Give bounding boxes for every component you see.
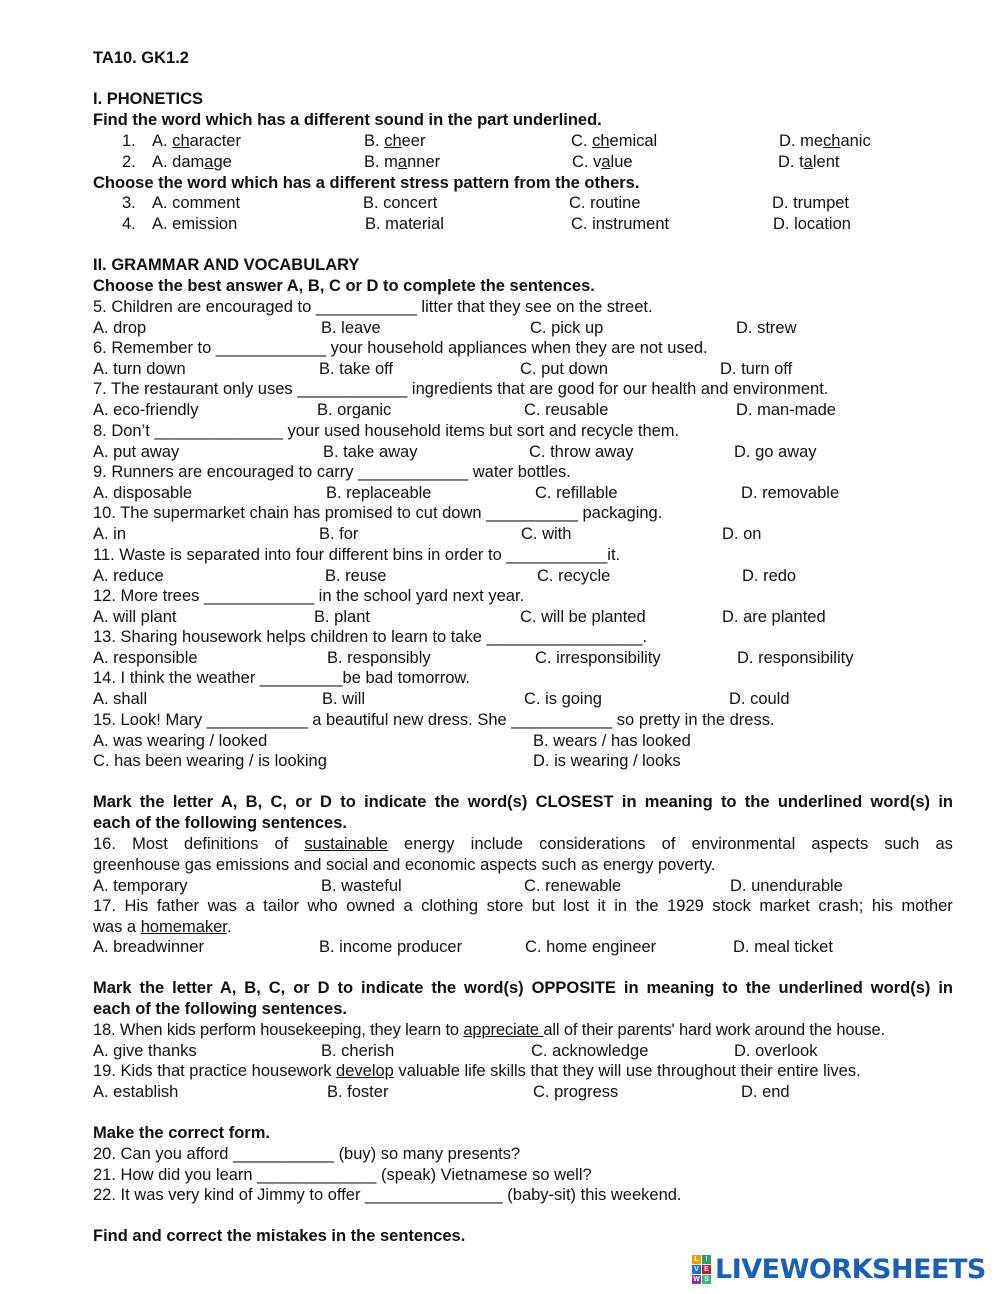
option-d: D. mechanic <box>779 132 871 150</box>
option-c: C. is going <box>524 690 602 708</box>
option-c: C. throw away <box>529 443 634 461</box>
option-c: C. pick up <box>530 319 604 337</box>
liveworksheets-logo <box>692 1254 986 1284</box>
option-a: A. reduce <box>93 567 164 585</box>
question-7: 7. The restaurant only uses ____________ ingredients that are good for our health and environment. <box>93 380 829 398</box>
option-d: D. man-made <box>736 401 836 419</box>
question-8: 8. Don’t ______________ your used household items but sort and recycle them. <box>93 422 680 440</box>
question-17: 17. His father was a tailor who owned a clothing store but lost it in the 1929 stock market crash; his mother <box>93 897 953 915</box>
option-b: B. will <box>322 690 366 708</box>
option-a: A. will plant <box>93 608 177 626</box>
question-number: 3. <box>122 194 136 212</box>
question-9: 9. Runners are encouraged to carry ____________ water bottles. <box>93 463 571 481</box>
option-d: D. unendurable <box>730 877 843 895</box>
question-20: 20. Can you afford ___________ (buy) so many presents? <box>93 1145 521 1163</box>
question-12: 12. More trees ____________ in the school yard next year. <box>93 587 525 605</box>
option-a: A. comment <box>152 194 241 212</box>
option-a: A. was wearing / looked <box>93 732 268 750</box>
option-d: D. location <box>773 215 851 233</box>
option-b: B. cherish <box>321 1042 395 1060</box>
option-c: C. home engineer <box>525 938 657 956</box>
question-18: 18. When kids perform housekeeping, they learn to appreciate all of their parents' hard work around the house. <box>93 1021 885 1039</box>
underlined-word: develop <box>336 1062 394 1080</box>
option-d: D. go away <box>734 443 817 461</box>
underlined-word: homemaker <box>140 918 227 936</box>
question-16-cont: greenhouse gas emissions and social and economic aspects such as energy poverty. <box>93 856 716 874</box>
option-b: B. wears / has looked <box>533 732 691 750</box>
option-d: D. overlook <box>734 1042 818 1060</box>
option-d: D. could <box>729 690 790 708</box>
option-b: B. leave <box>321 319 381 337</box>
underlined-word: appreciate <box>463 1021 544 1039</box>
option-c: C. renewable <box>524 877 622 895</box>
option-b: B. wasteful <box>321 877 402 895</box>
option-b: B. take off <box>319 360 393 378</box>
option-a: A. eco-friendly <box>93 401 199 419</box>
option-d: D. meal ticket <box>733 938 833 956</box>
option-a: A. shall <box>93 690 148 708</box>
question-number: 2. <box>122 153 136 171</box>
question-number: 4. <box>122 215 136 233</box>
option-c: C. with <box>521 525 572 543</box>
option-c: C. will be planted <box>520 608 646 626</box>
option-b: B. manner <box>364 153 441 171</box>
option-b: B. income producer <box>319 938 463 956</box>
option-c: C. acknowledge <box>531 1042 649 1060</box>
instruction-closest: Mark the letter A, B, C, or D to indicate the word(s) CLOSEST in meaning to the underlined word(s) in <box>93 793 953 811</box>
instruction-opposite: Mark the letter A, B, C, or D to indicate the word(s) OPPOSITE in meaning to the underlined word(s) in <box>93 979 953 997</box>
question-16: 16. Most definitions of sustainable energy include considerations of environmental aspects such as <box>93 835 953 853</box>
option-a: A. put away <box>93 443 180 461</box>
question-5: 5. Children are encouraged to ___________ litter that they see on the street. <box>93 298 653 316</box>
option-c: C. has been wearing / is looking <box>93 752 327 770</box>
option-a: A. responsible <box>93 649 198 667</box>
option-b: B. material <box>365 215 444 233</box>
instruction-best-answer: Choose the best answer A, B, C or D to complete the sentences. <box>93 277 595 295</box>
option-c: C. put down <box>520 360 609 378</box>
question-17-cont: was a homemaker. <box>93 918 232 936</box>
option-d: D. strew <box>736 319 797 337</box>
option-a: A. turn down <box>93 360 186 378</box>
option-d: D. trumpet <box>772 194 850 212</box>
option-c: C. reusable <box>524 401 609 419</box>
option-a: A. give thanks <box>93 1042 197 1060</box>
option-d: D. talent <box>778 153 840 171</box>
option-c: C. chemical <box>571 132 658 150</box>
option-d: D. is wearing / looks <box>533 752 681 770</box>
question-21: 21. How did you learn _____________ (speak) Vietnamese so well? <box>93 1166 592 1184</box>
question-number: 1. <box>122 132 136 150</box>
option-b: B. plant <box>314 608 370 626</box>
option-a: A. in <box>93 525 127 543</box>
section-heading-correct-form: Make the correct form. <box>93 1124 270 1142</box>
option-d: D. end <box>741 1083 790 1101</box>
option-d: D. redo <box>742 567 797 585</box>
option-b: B. responsibly <box>327 649 431 667</box>
question-11: 11. Waste is separated into four different bins in order to ___________it. <box>93 546 621 564</box>
option-a: A. disposable <box>93 484 193 502</box>
logo-text: LIVEWORKSHEETS <box>715 1253 986 1285</box>
option-b: B. organic <box>317 401 392 419</box>
option-b: B. replaceable <box>326 484 432 502</box>
section-heading-phonetics: I. PHONETICS <box>93 90 204 108</box>
option-a: A. establish <box>93 1083 179 1101</box>
option-d: D. responsibility <box>737 649 854 667</box>
option-a: A. drop <box>93 319 147 337</box>
option-b: B. take away <box>323 443 418 461</box>
option-b: B. reuse <box>325 567 387 585</box>
option-b: B. cheer <box>364 132 426 150</box>
section-heading-grammar: II. GRAMMAR AND VOCABULARY <box>93 256 360 274</box>
instruction-stress: Choose the word which has a different stress pattern from the others. <box>93 174 640 192</box>
option-c: C. routine <box>569 194 641 212</box>
option-c: C. recycle <box>537 567 611 585</box>
option-d: D. turn off <box>720 360 793 378</box>
question-22: 22. It was very kind of Jimmy to offer _______________ (baby-sit) this weekend. <box>93 1186 682 1204</box>
option-a: A. damage <box>152 153 232 171</box>
section-heading-find-mistakes: Find and correct the mistakes in the sentences. <box>93 1227 466 1245</box>
underlined-word: sustainable <box>304 835 388 853</box>
question-19: 19. Kids that practice housework develop valuable life skills that they will use throughout their entire lives. <box>93 1062 861 1080</box>
logo-blocks-icon: L I V E W S <box>692 1255 711 1284</box>
option-a: A. temporary <box>93 877 188 895</box>
worksheet-title: TA10. GK1.2 <box>93 49 189 67</box>
option-a: A. breadwinner <box>93 938 204 956</box>
question-10: 10. The supermarket chain has promised to cut down __________ packaging. <box>93 504 663 522</box>
option-c: C. value <box>572 153 633 171</box>
option-d: D. are planted <box>722 608 826 626</box>
option-a: A. emission <box>152 215 238 233</box>
option-b: B. for <box>319 525 359 543</box>
instruction-opposite-cont: each of the following sentences. <box>93 1000 347 1018</box>
option-c: C. progress <box>533 1083 619 1101</box>
option-d: D. on <box>722 525 762 543</box>
option-c: C. instrument <box>571 215 670 233</box>
question-6: 6. Remember to ____________ your household appliances when they are not used. <box>93 339 708 357</box>
question-14: 14. I think the weather _________be bad tomorrow. <box>93 669 471 687</box>
question-15: 15. Look! Mary ___________ a beautiful new dress. She ___________ so pretty in the dress. <box>93 711 775 729</box>
option-b: B. concert <box>363 194 438 212</box>
option-d: D. removable <box>741 484 840 502</box>
option-a: A. character <box>152 132 241 150</box>
option-c: C. refillable <box>535 484 618 502</box>
instruction-sound: Find the word which has a different sound in the part underlined. <box>93 111 602 129</box>
option-b: B. foster <box>327 1083 389 1101</box>
question-13: 13. Sharing housework helps children to learn to take _________________. <box>93 628 648 646</box>
option-c: C. irresponsibility <box>535 649 661 667</box>
instruction-closest-cont: each of the following sentences. <box>93 814 347 832</box>
